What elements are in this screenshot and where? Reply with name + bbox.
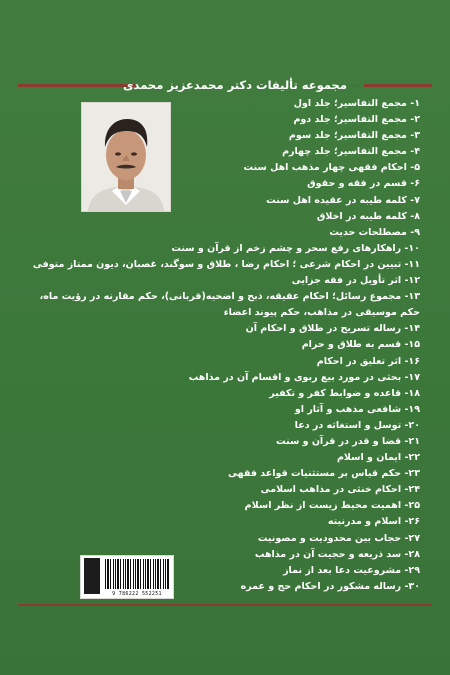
book-item: ۲۷- حجاب بین محدودیت و مصونیت [257,532,420,544]
publisher-logo [84,558,100,594]
barcode-bars [105,559,169,589]
book-item: ۱۷- بحثی در مورد بیع ربوی و اقسام آن در مذاهب [188,371,420,383]
barcode [80,555,174,599]
book-item: ۱۶- اثر تعلیق در احکام [316,355,420,367]
book-item: ۱۹- شافعی مذهب و آثار او [294,403,420,415]
book-item: ۲۸- سد ذریعه و حجیت آن در مذاهب [254,548,420,560]
book-item: ۲۵- اهمیت محیط زیست از نظر اسلام [244,500,420,512]
book-item: ۱- مجمع التفاسیر؛ جلد اول [293,98,420,109]
series-title: مجموعه تألیفات دکتر محمدعزیز محمدی [123,78,347,92]
book-item: ۲۳- حکم قیاس بر مستثنیات قواعد فقهی [228,468,420,480]
book-item: ۲۲- ایمان و اسلام [336,452,420,464]
book-item: ۱۴- رساله تسریح در طلاق و احکام آن [245,323,420,335]
book-item: ۹- مصطلحات حدیث [329,226,420,238]
book-item: ۱۳- مجموع رسائل؛ احکام عقیقه، ذبح و اضحیه(قربانی)، حکم مقارنه در رؤیت ماه، [39,291,420,303]
bottom-divider [18,604,432,606]
book-item: ۳- مجمع التفاسیر؛ جلد سوم [288,130,420,142]
book-item-continuation: حکم موسیقی در مذاهب، حکم پیوند اعضاء [223,307,420,319]
book-item: ۲۱- قضا و قدر در قرآن و سنت [276,435,420,447]
book-item: ۱۰- راهکارهای رفع سحر و چشم زخم از قرآن و سنت [171,242,420,254]
book-item: ۲۰- توسل و استغاثه در دعا [294,419,420,431]
book-list [32,96,420,595]
book-item: ۵- احکام فقهی چهار مذهب اهل سنت [243,162,420,174]
barcode-digits: 9 786222 552251 [112,591,162,597]
book-item: ۲۶- اسلام و مدرنیته [327,516,420,528]
book-item: ۶- قسم در فقه و حقوق [307,178,420,190]
book-item: ۲۹- مشروعیت دعا بعد از نماز [283,564,420,576]
book-item: ۳۰- رساله مشکور در احکام حج و عمره [240,580,420,592]
book-item: ۱۲- اثر تأویل در فقه جزایی [291,275,420,287]
book-item: ۲- مجمع التفاسیر؛ جلد دوم [293,114,420,126]
book-item: ۸- کلمه طیبه در اخلاق [316,210,420,222]
book-item: ۷- کلمه طیبه در عقیده اهل سنت [266,194,420,206]
book-item: ۴- مجمع التفاسیر؛ جلد چهارم [282,146,420,158]
book-item: ۲۴- احکام خنثی در مذاهب اسلامی [260,484,420,496]
book-item: ۱۵- قسم به طلاق و حرام [301,339,420,351]
book-item: ۱۸- قاعده و ضوابط کفر و تکفیر [269,387,420,399]
book-item: ۱۱- تبیین در احکام شرعی ؛ احکام رضا ، طلاق و سوگند، غصبان، دیون ممتاز متوفی [32,258,420,270]
